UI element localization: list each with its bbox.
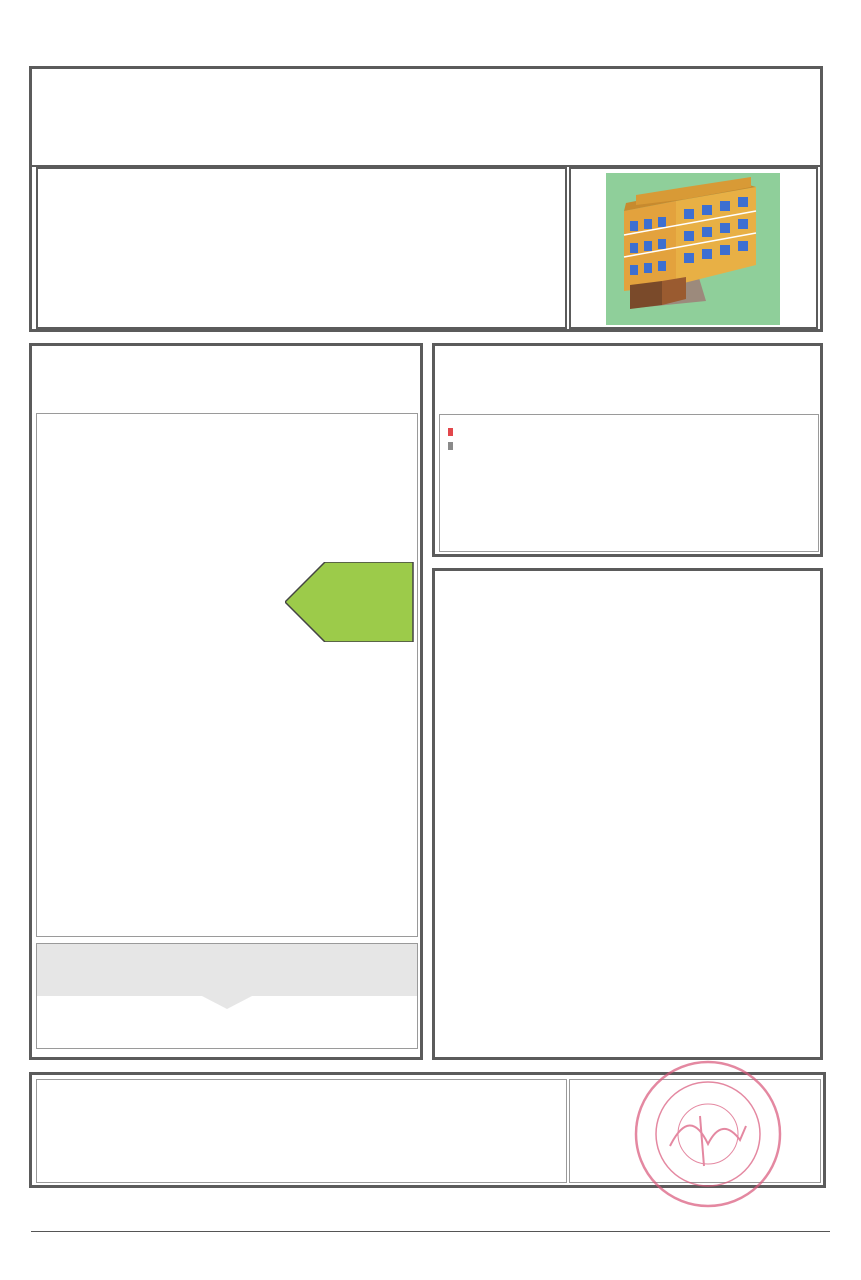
- specialist-inner-box: [36, 1079, 567, 1183]
- specialist-frame: [29, 1072, 826, 1188]
- certificate-info-box: [569, 1079, 821, 1183]
- requirements-pointer: [37, 996, 417, 1010]
- indicators-frame: [432, 568, 823, 1060]
- header-frame: [29, 66, 823, 332]
- building-render-image: [606, 173, 780, 325]
- current-class-pointer: [285, 562, 417, 642]
- legend-item-gas: [448, 427, 455, 441]
- energy-pie-chart: [690, 421, 816, 547]
- class-scale-box: [36, 413, 418, 937]
- official-stamp-image: [630, 1056, 786, 1212]
- building-image-box: [569, 167, 818, 329]
- requirements-box: [36, 943, 418, 1049]
- legend: [448, 427, 455, 455]
- page-footer-line: [31, 1231, 830, 1232]
- distribution-chart-box: [439, 414, 819, 552]
- building-info-box: [36, 167, 567, 329]
- classification-frame: [29, 343, 423, 1060]
- legend-item-electricity: [448, 441, 455, 455]
- distribution-frame: [432, 343, 823, 557]
- requirements-banner: [37, 944, 417, 996]
